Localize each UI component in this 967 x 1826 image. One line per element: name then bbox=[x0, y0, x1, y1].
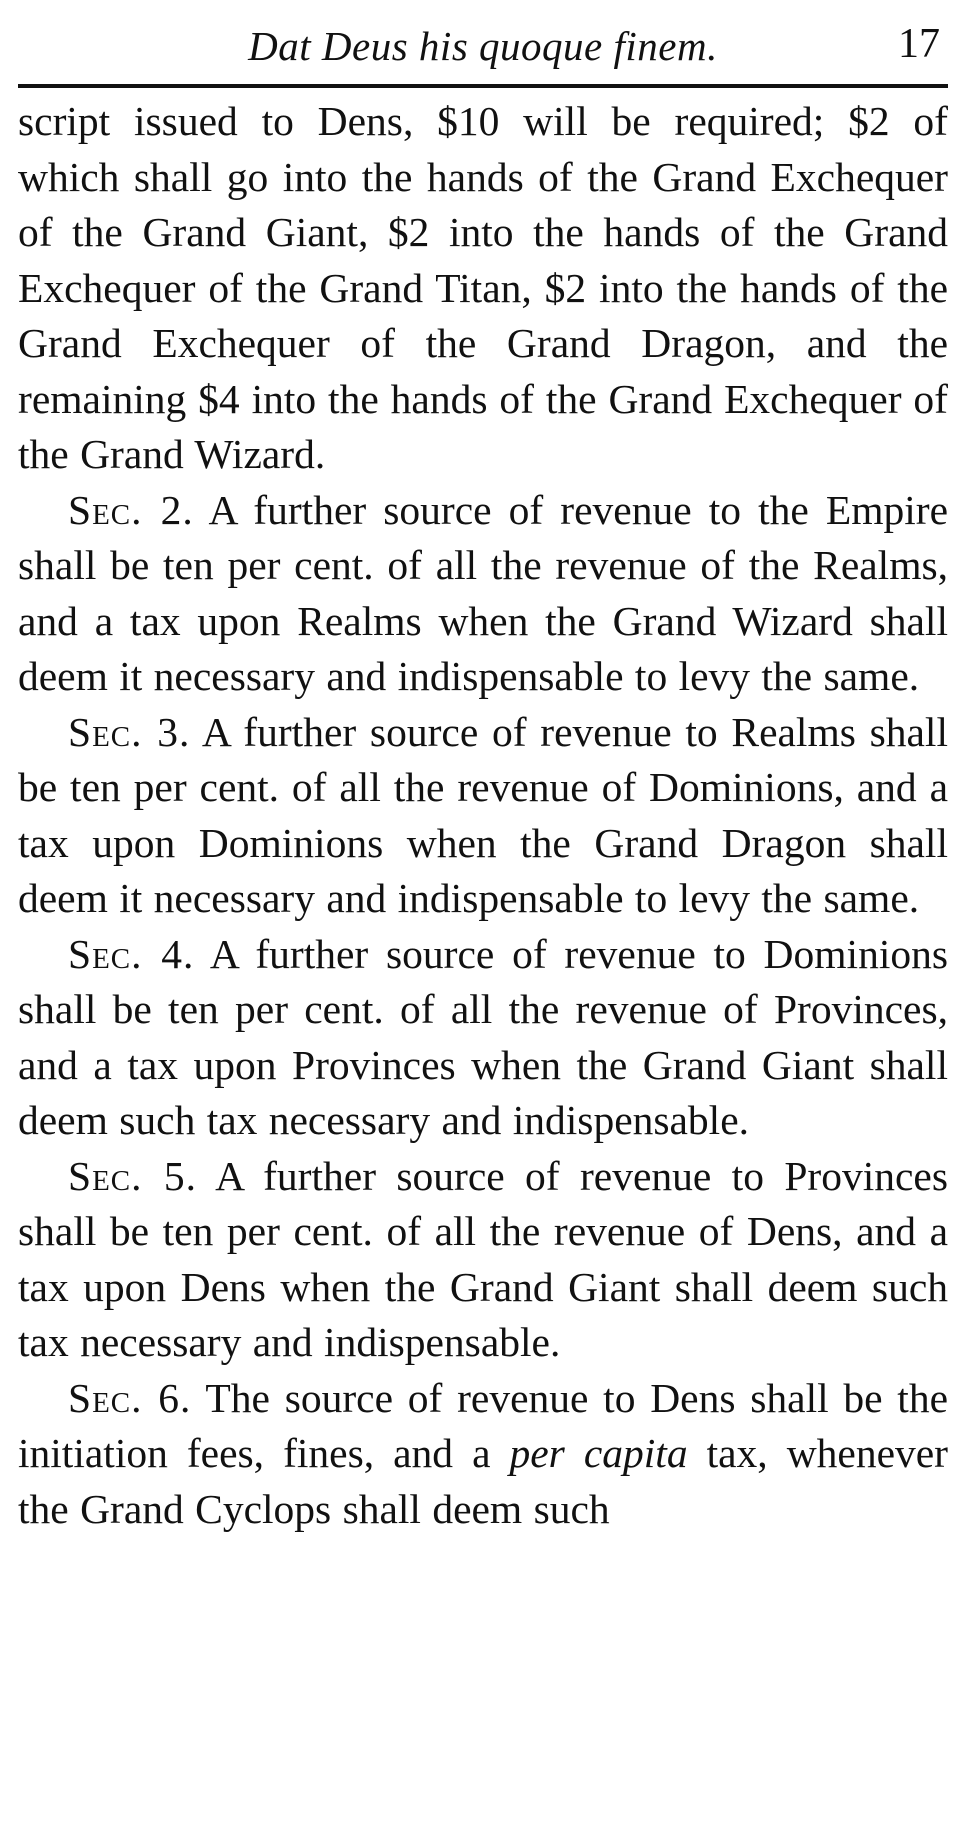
section-text: A further source of revenue to Provinces shall be ten per cent. of all the revenue of Dens, and a tax upon Dens when the Grand Giant shall deem such tax necessary and indispensable. bbox=[18, 1152, 948, 1365]
section-5 bbox=[18, 1149, 948, 1371]
section-text: A further source of revenue to the Empire shall be ten per cent. of all the revenue of the Realms, and a tax upon Realms when the Grand Wizard shall deem it necessary and indispensable to levy the same. bbox=[18, 486, 948, 699]
running-head bbox=[18, 0, 948, 82]
section-text: The source of revenue to Dens shall be the initiation fees, fines, and a bbox=[18, 1374, 949, 1476]
paragraph-continuation bbox=[18, 94, 948, 483]
section-text: A further source of revenue to Realms shall be ten per cent. of all the revenue of Dominions, and a tax upon Dominions when the Grand Dragon shall deem it necessary and indispensable to levy the same. bbox=[18, 708, 948, 921]
section-label: Sec. 3. bbox=[68, 708, 191, 755]
section-4 bbox=[18, 927, 948, 1149]
page-number: 17 bbox=[898, 21, 940, 67]
section-label: Sec. 2. bbox=[68, 486, 194, 533]
section-label: Sec. 5. bbox=[68, 1152, 197, 1199]
section-text-end: tax, whenever the Grand Cyclops shall deem such bbox=[18, 1430, 949, 1532]
section-label: Sec. 6. bbox=[68, 1374, 192, 1421]
section-label: Sec. 4. bbox=[68, 930, 195, 977]
book-page bbox=[18, 0, 948, 1826]
running-title: Dat Deus his quoque finem. bbox=[248, 23, 718, 69]
header-rule bbox=[18, 84, 948, 88]
section-2 bbox=[18, 483, 948, 705]
body-text bbox=[18, 94, 948, 1537]
section-6 bbox=[18, 1371, 948, 1538]
latin-emphasis: per capita bbox=[509, 1430, 688, 1476]
section-3 bbox=[18, 705, 948, 927]
paragraph-text: script issued to Dens, $10 will be required; $2 of which shall go into the hands of the Grand Exchequer of the Grand Giant, $2 into the hands of the Grand Exchequer of the Grand Titan, $2 into the hands of the Grand Exchequer of the Grand Dragon, and the remaining $4 into the hands of the Grand Exchequer of the Grand Wizard. bbox=[18, 98, 948, 477]
section-text: A further source of revenue to Dominions shall be ten per cent. of all the revenue of Provinces, and a tax upon Provinces when the Grand Giant shall deem such tax necessary and indispensable. bbox=[18, 930, 948, 1143]
